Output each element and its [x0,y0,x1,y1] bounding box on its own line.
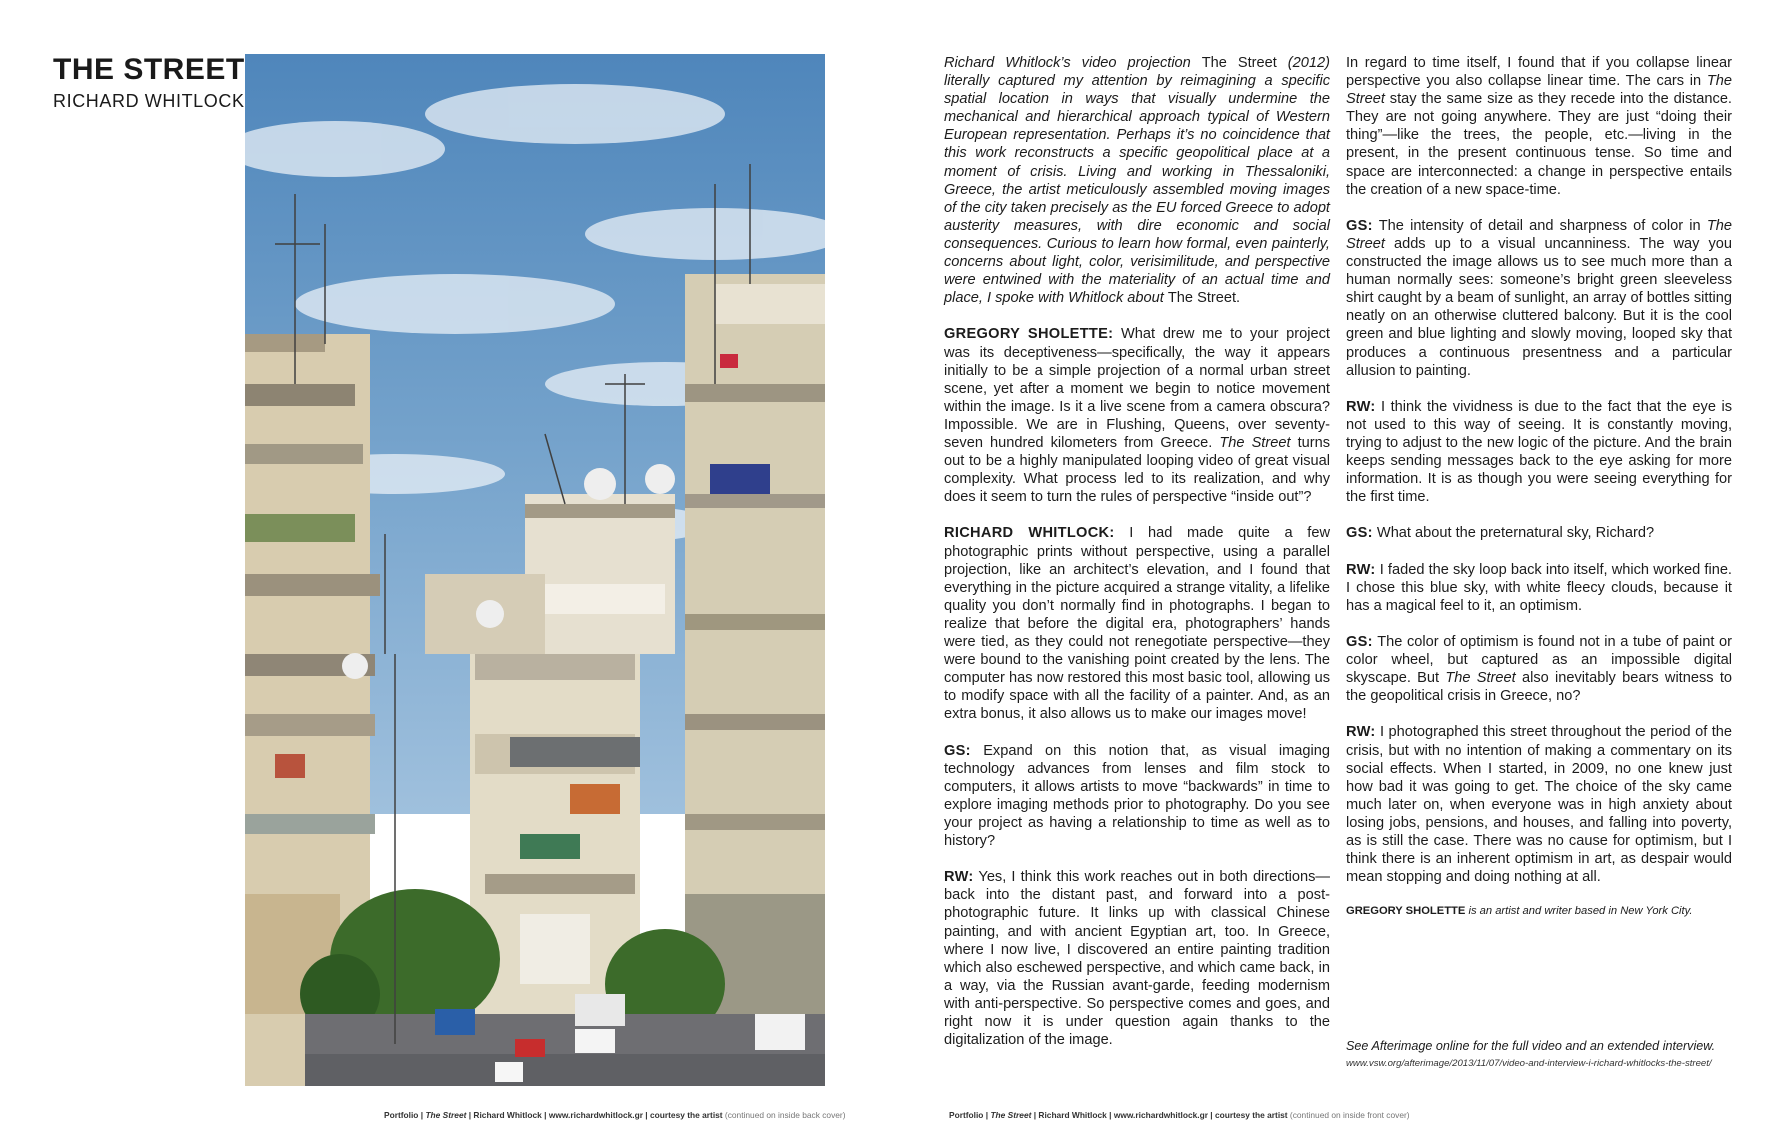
article-column-2 [1346,54,1732,938]
page-title: THE STREET [53,53,245,86]
answer-4: RW: I faded the sky loop back into itself, which worked fine. I chose this blue sky, with white fleecy clouds, because it has a magical feel to it, an optimism. [1346,561,1732,614]
left-footer: Portfolio | The Street | Richard Whitlock | www.richardwhitlock.gr | courtesy the artist (continued on inside back cover) [384,1110,846,1120]
answer-2: RW: Yes, I think this work reaches out in both directions—back into the distant past, and forward into a post-photographic future. It links up with classical Chinese painting, and with ancient Egyptian art, too. In Greece, where I now live, I discovered an entire painting tradition which also eschewed perspective, and which came back, in a way, via the Russian avant-garde, feeding modernism with anti-perspective. So perspective comes and goes, and right now it is under question again thanks to the digitalization of the image. [944,869,1330,1049]
question-5: GS: The color of optimism is found not in a tube of paint or color wheel, but captured as an impossible digital skyscape. But The Street also inevitably bears witness to the geopolitical crisis in Greece, no? [1346,634,1733,705]
street-photo [245,54,825,1086]
answer-3: RW: I think the vividness is due to the fact that the eye is not used to this way of seeing. It is constantly moving, trying to adjust to the new logic of the picture. And the brain keeps sending messages back to the eye asking for more information. It is as though you were seeing everything for the first time. [1346,398,1732,506]
author-bio: GREGORY SHOLETTE is an artist and writer based in New York City. [1346,905,1693,918]
right-footer: Portfolio | The Street | Richard Whitlock | www.richardwhitlock.gr | courtesy the artist (continued on inside front cover) [949,1110,1410,1120]
answer-5: RW: I photographed this street throughout the period of the crisis, but with no intention of making a commentary on its social effects. When I started, in 2009, no one knew just how bad it was going to get. The choice of the sky came much later on, when everyone was in high anxiety about losing jobs, pensions, and houses, and falling into poverty, as is still the case. There was no cause for optimism, but I think there is an inherent optimism in art, as despair would mean stopping and doing nothing at all. [1346,724,1732,886]
artist-name: RICHARD WHITLOCK [53,91,245,111]
question-3: GS: The intensity of detail and sharpness of color in The Street adds up to a visual uncanniness. The way you constructed the image allows us to see much more than a human normally sees: someone’s bright green sleeveless shirt caught by a beam of sunlight, an array of bottles sitting neatly on an otherwise cluttered balcony. But it is the cool green and blue lighting and slowly moving, looped sky that produces a continuous presentness and a particular allusion to painting. [1346,217,1732,379]
question-1: GREGORY SHOLETTE: What drew me to your project was its deceptiveness—specifically, the way it appears initially to be a simple projection of a normal urban street scene, yet after a moment we begin to notice movement within the image. Is it a live scene from a camera obscura? Impossible. We are in Flushing, Queens, over seventy-seven hundred kilometers from Greece. The Street turns out to be a highly manipulated looping video of great visual complexity. What process led to its realization, and why does it seem to turn the rules of perspective “inside out”? [944,326,1331,506]
article-column-1 [944,54,1330,1067]
afterimage-note: See Afterimage online for the full video and an extended interview. [1346,1039,1716,1053]
answer-2-continued: In regard to time itself, I found that if you collapse linear perspective you also collapse linear time. The cars in The Street stay the same size as they recede into the distance. They are not going anywhere. They are just “doing their thing”—like the trees, the people, etc.—living in the present, in the present continuous tense. So time and space are interconnected: a change in perspective entails the creation of a new space-time. [1346,55,1732,198]
afterimage-url[interactable]: www.vsw.org/afterimage/2013/11/07/video-and-interview-i-richard-whitlocks-the-street/ [1346,1058,1712,1069]
question-2: GS: Expand on this notion that, as visual imaging technology advances from lenses and film stock to computers, it allows artists to move “backwards” in time to explore imaging methods prior to photography. Do you see your project as having a relationship to time as well as to history? [944,742,1330,850]
article-intro: Richard Whitlock’s video projection The Street (2012) literally captured my attention by reimagining a specific spatial location in ways that visually undermine the mechanical and hierarchical approach typical of Western European representation. Perhaps it’s no coincidence that this work reconstructs a specific geopolitical place at a moment of crisis. Living and working in Thessaloniki, Greece, the artist meticulously assembled moving images of the city taken precisely as the EU forced Greece to adopt austerity measures, with dire economic and social consequences. Curious to learn how formal, even painterly, concerns about light, color, verisimilitude, and perspective were entwined with the materiality of an actual time and place, I spoke with Whitlock about The Street. [944,55,1330,307]
question-4: GS: What about the preternatural sky, Richard? [1346,525,1655,542]
answer-1: RICHARD WHITLOCK: I had made quite a few photographic prints without perspective, using a parallel projection, like an architect’s elevation, and I found that everything in the picture acquired a strange vitality, a lifelike quality you don’t normally find in photographs. I began to realize that before the digital era, photographers’ hands were tied, as they could not renegotiate perspective—they were bound to the vanishing point created by the lens. The computer has now restored this most basic tool, allowing us to modify space with all the facility of a painter. And, as an extra bonus, it also allows us to make our images move! [944,525,1330,723]
right-page [891,0,1782,1134]
